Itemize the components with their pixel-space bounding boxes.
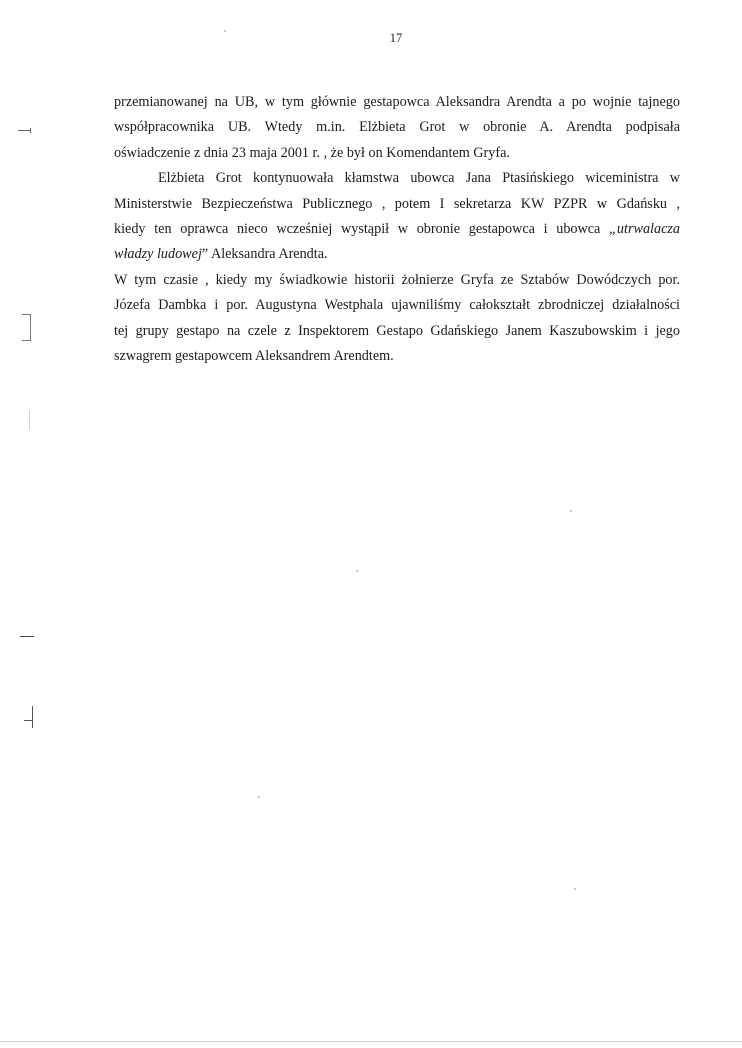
paragraph-1-line-1: przemianowanej na UB, w tym głównie gestapowca Aleksandra Arendta a po wojnie tajnego — [114, 94, 680, 110]
paragraph-3 — [114, 268, 680, 370]
paragraph-2-line-4-text: ” Aleksandra Arendta. — [201, 246, 328, 263]
scan-mark — [32, 706, 33, 728]
scan-mark — [24, 720, 32, 721]
paragraph-3-line-2: Józefa Dambka i por. Augustyna Westphala ujawniliśmy całokształt zbrodniczej działalności — [114, 297, 680, 314]
paragraph-3-line-3: tej grupy gestapo na czele z Inspektorem Gestapo Gdańskiego Janem Kaszubowskim i jego — [114, 322, 680, 339]
scan-speck — [224, 30, 226, 32]
page-bottom-edge — [0, 1041, 742, 1042]
paragraph-1-line-2: współpracownika UB. Wtedy m.in. Elżbieta Grot w obronie A. Arendta podpisała — [114, 119, 680, 136]
paragraph-2-line-1: Elżbieta Grot kontynuowała kłamstwa ubowca Jana Ptasińskiego wiceministra w — [158, 170, 680, 187]
paragraph-2-line-3 — [114, 217, 680, 242]
scan-mark — [30, 128, 31, 133]
scan-mark — [18, 130, 30, 131]
document-body — [114, 90, 680, 369]
paragraph-1-line-3: oświadczenie z dnia 23 maja 2001 r. , że był on Komendantem Gryfa. — [114, 144, 510, 161]
paragraph-2 — [114, 166, 680, 268]
paragraph-1 — [114, 90, 680, 166]
page-number: 17 — [389, 31, 403, 45]
scan-speck — [29, 410, 30, 430]
scan-speck — [258, 796, 260, 798]
paragraph-2-line-3-text: kiedy ten oprawca nieco wcześniej wystąpił w obronie gestapowca i ubowca — [114, 221, 610, 238]
scan-mark — [22, 314, 30, 315]
quote-closing: władzy ludowej — [114, 246, 202, 263]
scan-speck — [574, 888, 576, 890]
scan-mark — [20, 636, 34, 637]
scan-speck — [356, 570, 358, 572]
paragraph-2-line-2: Ministerstwie Bezpieczeństwa Publicznego , potem I sekretarza KW PZPR w Gdańsku , — [114, 195, 680, 212]
scan-speck — [570, 510, 572, 512]
paragraph-2-line-4 — [114, 242, 680, 267]
scan-mark — [30, 314, 31, 340]
paragraph-3-line-1: W tym czasie , kiedy my świadkowie historii żołnierze Gryfa ze Sztabów Dowódczych por. — [114, 271, 680, 288]
scan-mark — [22, 340, 31, 341]
quote-opening: „utrwalacza — [609, 221, 680, 238]
paragraph-3-line-4: szwagrem gestapowcem Aleksandrem Arendtem. — [114, 348, 394, 365]
